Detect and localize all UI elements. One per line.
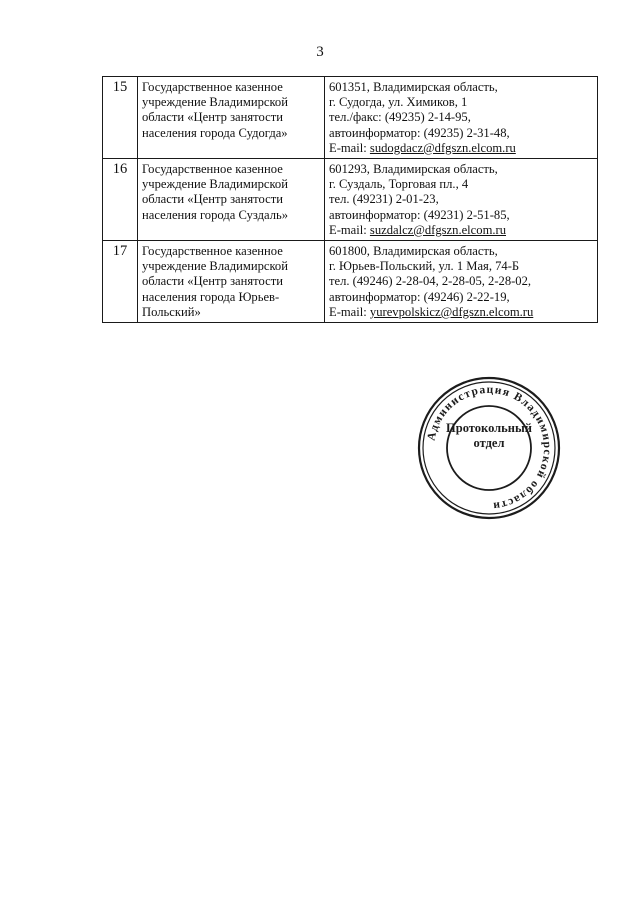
organization-name-line: Государственное казенное: [142, 162, 283, 177]
autoinformer-line: автоинформатор: (49235) 2-31-48,: [329, 125, 510, 140]
organization-name-line: учреждение Владимирской: [142, 259, 288, 274]
phone-line: тел. (49231) 2-01-23,: [329, 192, 439, 207]
stamp-center-line: Протокольный: [446, 421, 532, 435]
organization-name-line: учреждение Владимирской: [142, 95, 288, 110]
email-label: E-mail:: [329, 222, 370, 237]
email-line: [329, 141, 593, 156]
organization-name-line: Польский»: [142, 304, 201, 319]
address-line: 601800, Владимирская область,: [329, 244, 498, 259]
email-link[interactable]: sudogdacz@dfgszn.elcom.ru: [369, 140, 516, 155]
email-link[interactable]: yurevpolskicz@dfgszn.elcom.ru: [369, 304, 534, 319]
row-number: 17: [103, 241, 138, 323]
table-row: [103, 241, 598, 323]
organization-name-line: области «Центр занятости: [142, 274, 283, 289]
organization-name-line: населения города Юрьев-: [142, 289, 280, 304]
table-row: [103, 159, 598, 241]
official-stamp: [414, 374, 564, 522]
phone-line: тел. (49246) 2-28-04, 2-28-05, 2-28-02,: [329, 274, 532, 289]
address-line: 601293, Владимирская область,: [329, 162, 498, 177]
organization-name-line: учреждение Владимирской: [142, 177, 288, 192]
phone-line: тел./факс: (49235) 2-14-95,: [329, 110, 471, 125]
organization-name-line: населения города Суздаль»: [142, 207, 289, 222]
table-row: [103, 77, 598, 159]
autoinformer-line: автоинформатор: (49231) 2-51-85,: [329, 207, 510, 222]
email-label: E-mail:: [329, 140, 370, 155]
organization-name-line: области «Центр занятости: [142, 110, 283, 125]
organization-name-line: населения города Судогда»: [142, 125, 288, 140]
email-line: [329, 305, 593, 320]
email-link[interactable]: suzdalcz@dfgszn.elcom.ru: [369, 222, 507, 237]
organization-name: [138, 241, 325, 323]
email-label: E-mail:: [329, 304, 370, 319]
organization-name-line: Государственное казенное: [142, 80, 283, 94]
organization-name-line: Государственное казенное: [142, 244, 283, 259]
autoinformer-line: автоинформатор: (49246) 2-22-19,: [329, 289, 510, 304]
page-number: 3: [316, 44, 324, 60]
row-number: 16: [103, 159, 138, 241]
organization-contacts: [325, 77, 598, 159]
address-line: г. Суздаль, Торговая пл., 4: [329, 177, 469, 192]
organization-contacts: [325, 241, 598, 323]
stamp-center-text: [414, 421, 564, 451]
row-number: 15: [103, 77, 138, 159]
organization-name-line: области «Центр занятости: [142, 192, 283, 207]
organization-contacts: [325, 159, 598, 241]
address-line: г. Юрьев-Польский, ул. 1 Мая, 74-Б: [329, 259, 520, 274]
stamp-center-line: отдел: [473, 436, 505, 450]
address-line: г. Судогда, ул. Химиков, 1: [329, 95, 468, 110]
organization-name: [138, 77, 325, 159]
organizations-table: [102, 76, 598, 323]
address-line: 601351, Владимирская область,: [329, 80, 498, 94]
email-line: [329, 223, 593, 238]
organization-name: [138, 159, 325, 241]
stamp-ring-textpath: Администрация Владимирской области: [425, 383, 554, 513]
